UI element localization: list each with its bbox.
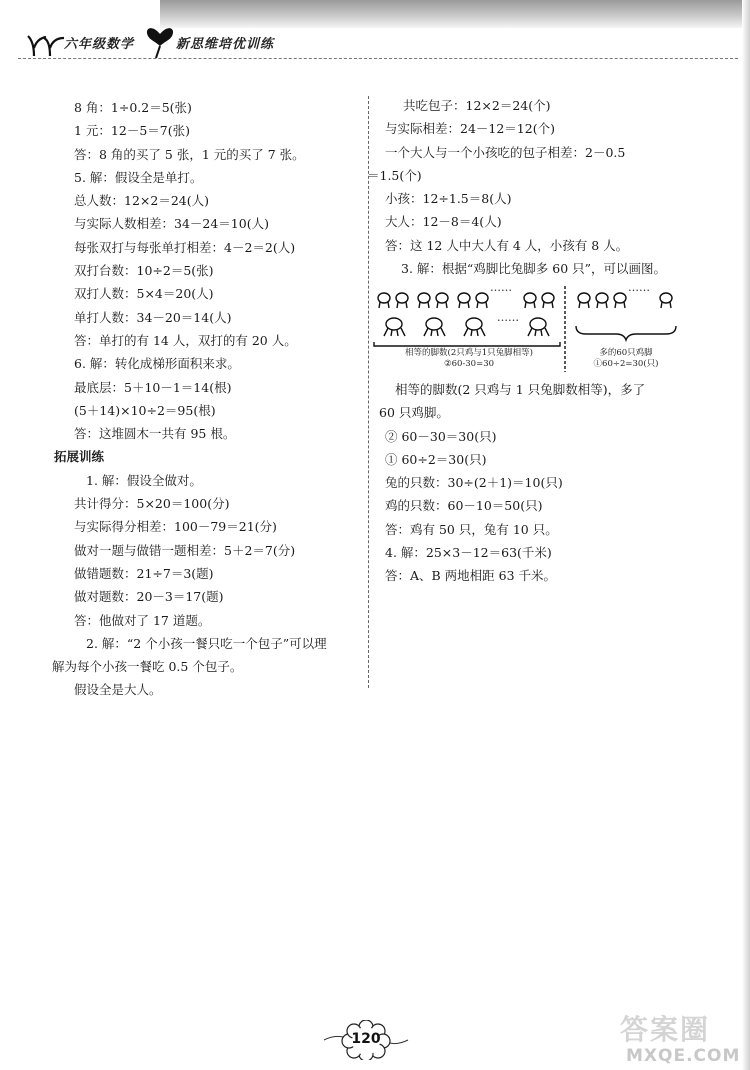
- chicken-foot-icon: [418, 293, 430, 308]
- text-line: 总人数：12×2＝24(人): [74, 193, 209, 209]
- text-line: 6. 解：转化成梯形面积来求。: [74, 356, 240, 372]
- header-book-title: 新思维培优训练: [176, 37, 275, 52]
- dots-left-2: ……: [497, 311, 519, 324]
- text-line: 答：这 12 人中大人有 4 人，小孩有 8 人。: [385, 237, 629, 253]
- right-column-top: [367, 94, 715, 280]
- page-edge-shadow: [742, 0, 750, 1070]
- text-line: 5. 解：假设全是单打。: [74, 169, 203, 185]
- text-line: 答：A、B 两地相距 63 千米。: [385, 568, 557, 584]
- text-line: 一个大人与一个小孩吃的包子相差：2－0.5: [385, 144, 626, 160]
- chicken-foot-icon: [524, 293, 536, 308]
- text-line: 双打台数：10÷2＝5(张): [74, 263, 214, 279]
- section-title: 拓展训练: [54, 449, 105, 465]
- header-gradient-band: [160, 0, 750, 28]
- text-line: 做对一题与做错一题相差：5＋2＝7(分): [74, 542, 296, 558]
- dots-right: ……: [628, 281, 650, 294]
- text-line: 4. 解：25×3－12＝63(千米): [385, 545, 552, 561]
- text-line: 3. 解：根据“鸡脚比兔脚多 60 只”，可以画图。: [401, 261, 667, 277]
- text-line: 相等的脚数(2 只鸡与 1 只兔脚数相等)，多了: [395, 382, 646, 397]
- text-line: 共吃包子：12×2＝24(个): [403, 98, 551, 113]
- header-grade-title: 六年级数学: [64, 37, 135, 52]
- left-caption-1: 相等的脚数(2只鸡与1只兔脚相等): [405, 348, 533, 358]
- right-caption-1: 多的60只鸡脚: [599, 348, 653, 358]
- page-number-badge: [322, 1020, 410, 1060]
- text-line: 解为每个小孩一餐吃 0.5 个包子。: [52, 659, 243, 675]
- text-line: 单打人数：34－20＝14(人): [74, 309, 232, 325]
- right-caption-2: ①60÷2=30(只): [593, 359, 659, 369]
- chicken-foot-icon: [578, 293, 590, 308]
- text-line: 1. 解：假设全做对。: [86, 472, 202, 488]
- chicken-foot-icon: [596, 293, 608, 308]
- watermark-url: MXQE.COM: [626, 1046, 741, 1066]
- feet-diagram: [372, 281, 682, 376]
- text-line: 答：这堆圆木一共有 95 根。: [74, 426, 236, 442]
- chicken-foot-icon: [458, 293, 470, 308]
- text-line: 做对题数：20－3＝17(题): [74, 589, 224, 605]
- text-line: 鸡的只数：60－10＝50(只): [385, 498, 543, 514]
- text-line: 与实际得分相差：100－79＝21(分): [74, 519, 277, 535]
- text-line: 与实际人数相差：34－24＝10(人): [74, 216, 269, 232]
- text-line: 2. 解：“2 个小孩一餐只吃一个包子”可以理: [86, 635, 327, 651]
- text-line: 假设全是大人。: [74, 682, 162, 698]
- rabbit-foot-icon: [424, 318, 445, 336]
- chicken-foot-icon: [436, 293, 448, 308]
- text-line: ＝1.5(个): [367, 167, 422, 183]
- text-line: 大人：12－8＝4(人): [385, 214, 502, 230]
- text-line: 1 元：12－5＝7(张): [74, 123, 190, 139]
- page-number: 120: [351, 1031, 381, 1047]
- text-line: 小孩：12÷1.5＝8(人): [385, 191, 512, 207]
- text-line: 答：他做对了 17 道题。: [74, 612, 211, 628]
- text-line: 最底层：5＋10－1＝14(根): [74, 379, 232, 395]
- chicken-foot-icon: [396, 293, 408, 308]
- rabbit-foot-icon: [528, 318, 549, 336]
- text-line: 与实际相差：24－12＝12(个): [385, 121, 555, 137]
- dots-left: ……: [490, 281, 512, 294]
- text-line: (5＋14)×10÷2＝95(根): [74, 402, 216, 418]
- left-column: [52, 96, 364, 702]
- text-line: 每张双打与每张单打相差：4－2＝2(人): [74, 239, 296, 255]
- right-column-bottom: [379, 378, 715, 588]
- text-line: 答：鸡有 50 只，兔有 10 只。: [385, 521, 558, 537]
- left-caption-2: ②60-30=30: [443, 359, 495, 369]
- text-line: 答：单打的有 14 人，双打的有 20 人。: [74, 332, 297, 348]
- rabbit-foot-icon: [464, 318, 485, 336]
- rabbit-foot-icon: [384, 318, 405, 336]
- chicken-foot-icon: [476, 293, 488, 308]
- chicken-foot-icon: [614, 293, 626, 308]
- text-line: 双打人数：5×4＝20(人): [74, 286, 214, 302]
- sprout-icon: [26, 26, 66, 58]
- text-line: 做错题数：21÷7＝3(题): [74, 565, 214, 581]
- heart-sprout-icon: [142, 14, 178, 58]
- chicken-foot-icon: [660, 293, 672, 308]
- chicken-foot-icon: [542, 293, 554, 308]
- text-line: 60 只鸡脚。: [379, 405, 449, 421]
- text-line: 答：8 角的买了 5 张，1 元的买了 7 张。: [74, 146, 305, 162]
- page-header: [0, 0, 750, 70]
- watermark-logo: 答案圈: [620, 1013, 711, 1046]
- text-line: 兔的只数：30÷(2＋1)＝10(只): [385, 475, 563, 491]
- text-line: 共计得分：5×20＝100(分): [74, 496, 230, 512]
- text-line: 8 角：1÷0.2＝5(张): [74, 100, 192, 115]
- text-line: ① 60÷2＝30(只): [385, 451, 487, 467]
- header-divider: [18, 58, 738, 59]
- text-line: ② 60－30＝30(只): [385, 428, 497, 444]
- chicken-foot-icon: [378, 293, 390, 308]
